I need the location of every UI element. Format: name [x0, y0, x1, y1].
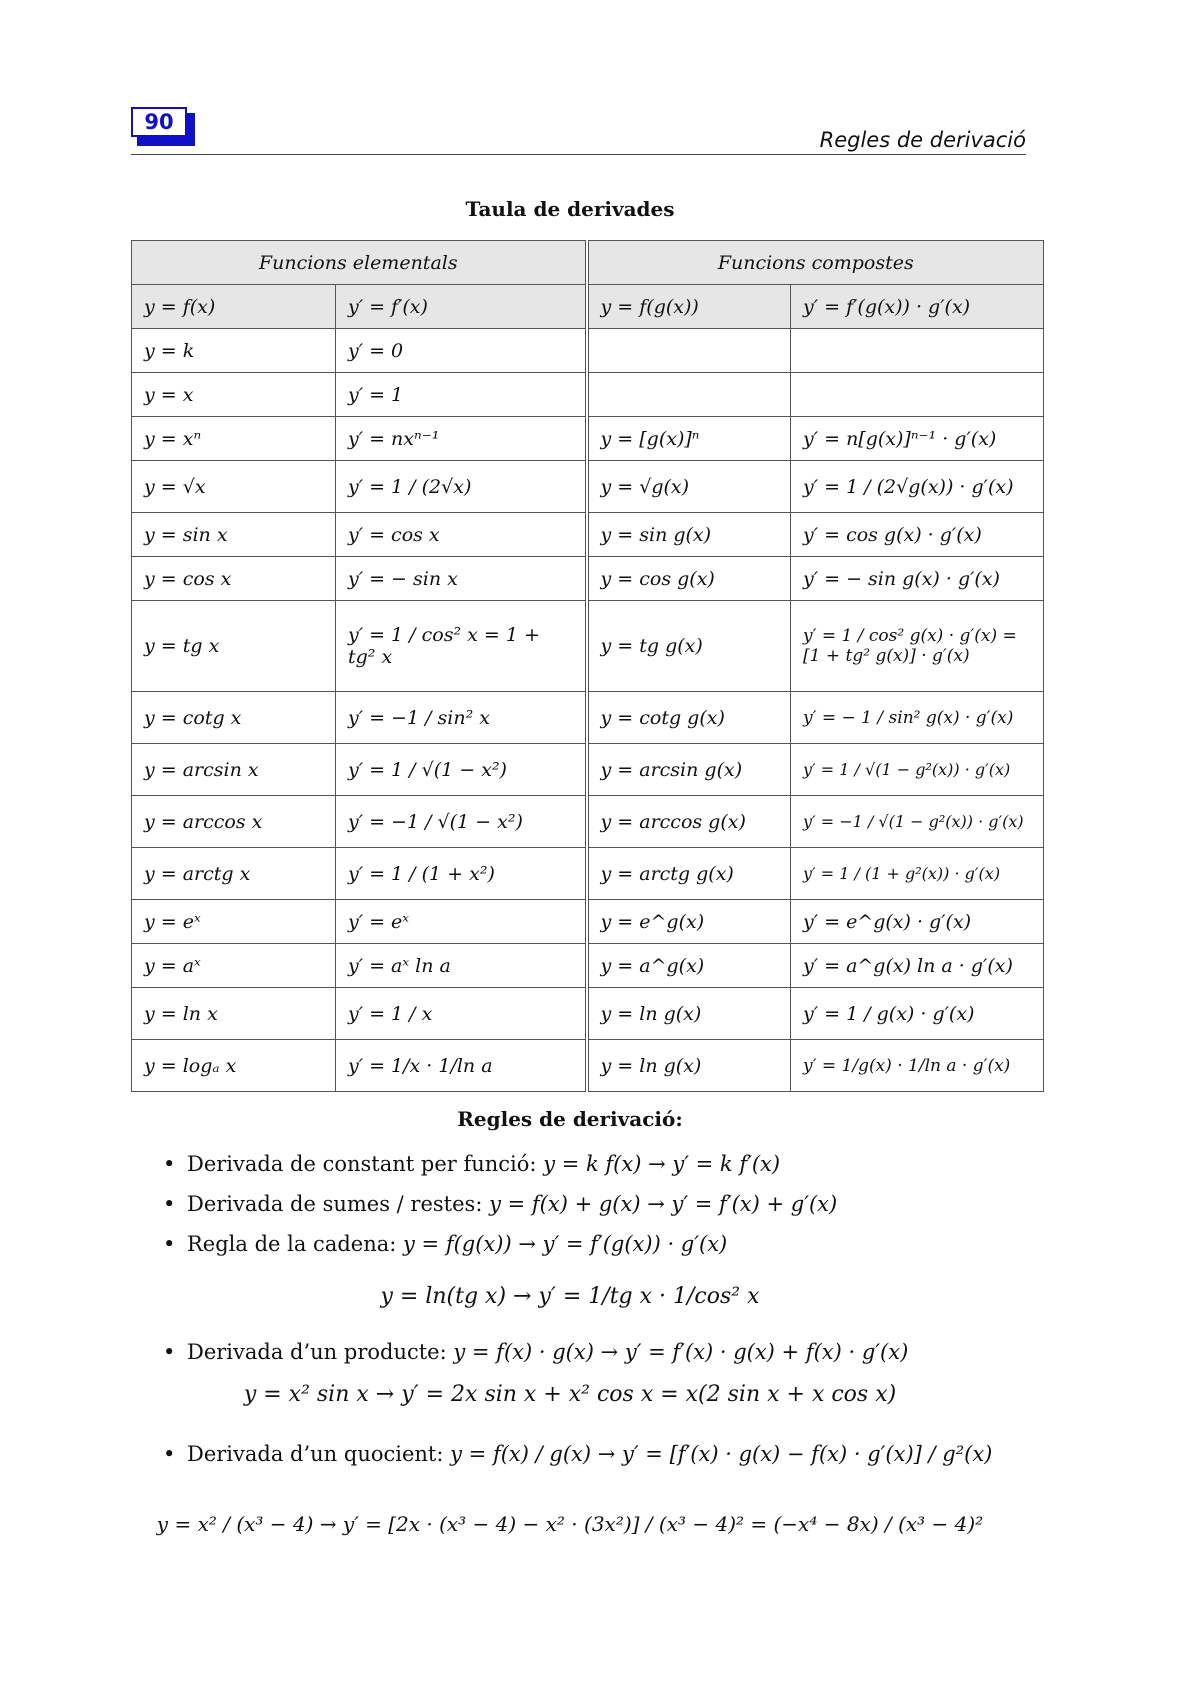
table-title: Taula de derivades: [465, 197, 675, 221]
rule-label: Derivada de sumes / restes:: [187, 1192, 483, 1216]
table-cell: y = ln g(x): [587, 1040, 791, 1092]
column-header: y′ = f′(g(x)) · g′(x): [791, 285, 1044, 329]
table-cell: y′ = − sin x: [336, 557, 587, 601]
table-cell: y′ = e^g(x) · g′(x): [791, 900, 1044, 944]
table-cell: y = arccos x: [132, 796, 336, 848]
column-header: y′ = f′(x): [336, 285, 587, 329]
table-cell: y′ = 1/g(x) · 1/ln a · g′(x): [791, 1040, 1044, 1092]
bullet-icon: •: [163, 1192, 176, 1216]
table-cell: y′ = 1 / (1 + g²(x)) · g′(x): [791, 848, 1044, 900]
table-cell: y = arctg g(x): [587, 848, 791, 900]
example-chain: y = ln(tg x) → y′ = 1/tg x · 1/cos² x: [380, 1284, 760, 1309]
table-cell: y = arcsin x: [132, 744, 336, 796]
table-cell: y = ln x: [132, 988, 336, 1040]
table-cell: y′ = 1 / (1 + x²): [336, 848, 587, 900]
table-row: [132, 329, 1044, 373]
table-row: [132, 848, 1044, 900]
page-number: 90: [131, 107, 187, 137]
table-cell: y = tg x: [132, 601, 336, 692]
bullet-icon: •: [163, 1152, 176, 1176]
table-cell: y′ = 1 / (2√g(x)) · g′(x): [791, 461, 1044, 513]
table-cell: y′ = −1 / √(1 − g²(x)) · g′(x): [791, 796, 1044, 848]
table-cell: y = cos g(x): [587, 557, 791, 601]
bullet-icon: •: [163, 1442, 176, 1466]
table-row: [132, 601, 1044, 692]
table-cell: y = x: [132, 373, 336, 417]
table-cell: y′ = −1 / √(1 − x²): [336, 796, 587, 848]
table-cell: y = √g(x): [587, 461, 791, 513]
table-cell: y = xⁿ: [132, 417, 336, 461]
table-cell: y = ln g(x): [587, 988, 791, 1040]
table-cell: y = cos x: [132, 557, 336, 601]
table-cell: y = sin x: [132, 513, 336, 557]
column-header: y = f(g(x)): [587, 285, 791, 329]
rule-label: Derivada d’un quocient:: [187, 1442, 444, 1466]
rule-label: Regla de la cadena:: [187, 1232, 397, 1256]
table-cell: y = logₐ x: [132, 1040, 336, 1092]
table-row: [132, 557, 1044, 601]
rule-label: Derivada de constant per funció:: [187, 1152, 537, 1176]
table-cell: [587, 329, 791, 373]
table-cell: y′ = cos x: [336, 513, 587, 557]
table-header-row: [132, 285, 1044, 329]
table-cell: y = √x: [132, 461, 336, 513]
rule-chain: [163, 1232, 727, 1256]
rule-formula: y = f(g(x)) → y′ = f′(g(x)) · g′(x): [403, 1232, 728, 1256]
rule-formula: y = f(x) + g(x) → y′ = f′(x) + g′(x): [489, 1192, 838, 1216]
group-header-elementals: Funcions elementals: [132, 241, 587, 285]
table-cell: y = [g(x)]ⁿ: [587, 417, 791, 461]
table-cell: y′ = 1/x · 1/ln a: [336, 1040, 587, 1092]
table-cell: y = k: [132, 329, 336, 373]
derivatives-table: [131, 240, 1044, 1092]
table-cell: y′ = 1 / √(1 − g²(x)) · g′(x): [791, 744, 1044, 796]
table-cell: y′ = − sin g(x) · g′(x): [791, 557, 1044, 601]
table-cell: y′ = 1 / cos² x = 1 + tg² x: [336, 601, 587, 692]
table-cell: y = a^g(x): [587, 944, 791, 988]
table-row: [132, 417, 1044, 461]
table-cell: [791, 329, 1044, 373]
table-cell: y′ = 1: [336, 373, 587, 417]
rule-label: Derivada d’un producte:: [187, 1340, 447, 1364]
table-cell: y = sin g(x): [587, 513, 791, 557]
table-row: [132, 373, 1044, 417]
table-cell: y = eˣ: [132, 900, 336, 944]
group-header-compostes: Funcions compostes: [587, 241, 1044, 285]
table-cell: y′ = 1 / (2√x): [336, 461, 587, 513]
table-row: [132, 988, 1044, 1040]
rule-formula: y = k f(x) → y′ = k f′(x): [543, 1152, 781, 1176]
table-row: [132, 944, 1044, 988]
table-cell: y = e^g(x): [587, 900, 791, 944]
example-product: y = x² sin x → y′ = 2x sin x + x² cos x = x(2 sin x + x cos x): [243, 1382, 897, 1407]
table-row: [132, 1040, 1044, 1092]
table-cell: y′ = a^g(x) ln a · g′(x): [791, 944, 1044, 988]
table-row: [132, 461, 1044, 513]
rule-quotient: [163, 1442, 992, 1466]
table-cell: y = tg g(x): [587, 601, 791, 692]
header-rule: [131, 154, 1026, 155]
table-cell: y = arctg x: [132, 848, 336, 900]
table-cell: [791, 373, 1044, 417]
table-row: [132, 796, 1044, 848]
table-cell: y = arcsin g(x): [587, 744, 791, 796]
table-cell: y′ = 1 / cos² g(x) · g′(x) = [1 + tg² g(x)] · g′(x): [791, 601, 1044, 692]
table-cell: y′ = n[g(x)]ⁿ⁻¹ · g′(x): [791, 417, 1044, 461]
table-group-header-row: [132, 241, 1044, 285]
table-cell: y′ = aˣ ln a: [336, 944, 587, 988]
table-row: [132, 513, 1044, 557]
table-cell: y = aˣ: [132, 944, 336, 988]
table-cell: y′ = 1 / g(x) · g′(x): [791, 988, 1044, 1040]
rule-sum: [163, 1192, 837, 1216]
table-row: [132, 744, 1044, 796]
rule-constant: [163, 1152, 780, 1176]
table-cell: [587, 373, 791, 417]
rule-formula: y = f(x) · g(x) → y′ = f′(x) · g(x) + f(x) · g′(x): [453, 1340, 909, 1364]
running-title: Regles de derivació: [819, 128, 1026, 152]
table-cell: y′ = cos g(x) · g′(x): [791, 513, 1044, 557]
rules-title: Regles de derivació:: [457, 1107, 683, 1131]
bullet-icon: •: [163, 1340, 176, 1364]
table-cell: y′ = 1 / x: [336, 988, 587, 1040]
table-row: [132, 900, 1044, 944]
table-cell: y = arccos g(x): [587, 796, 791, 848]
rule-product: [163, 1340, 908, 1364]
table-cell: y = cotg g(x): [587, 692, 791, 744]
table-cell: y′ = − 1 / sin² g(x) · g′(x): [791, 692, 1044, 744]
rule-formula: y = f(x) / g(x) → y′ = [f′(x) · g(x) − f(x) · g′(x)] / g²(x): [450, 1442, 993, 1466]
table-cell: y′ = nxⁿ⁻¹: [336, 417, 587, 461]
table-cell: y′ = −1 / sin² x: [336, 692, 587, 744]
table-cell: y′ = 1 / √(1 − x²): [336, 744, 587, 796]
table-cell: y = cotg x: [132, 692, 336, 744]
example-quotient: y = x² / (x³ − 4) → y′ = [2x · (x³ − 4) − x² · (3x²)] / (x³ − 4)² = (−x⁴ − 8x) / (x³ − 4)²: [156, 1512, 984, 1536]
column-header: y = f(x): [132, 285, 336, 329]
table-cell: y′ = eˣ: [336, 900, 587, 944]
bullet-icon: •: [163, 1232, 176, 1256]
table-cell: y′ = 0: [336, 329, 587, 373]
table-row: [132, 692, 1044, 744]
